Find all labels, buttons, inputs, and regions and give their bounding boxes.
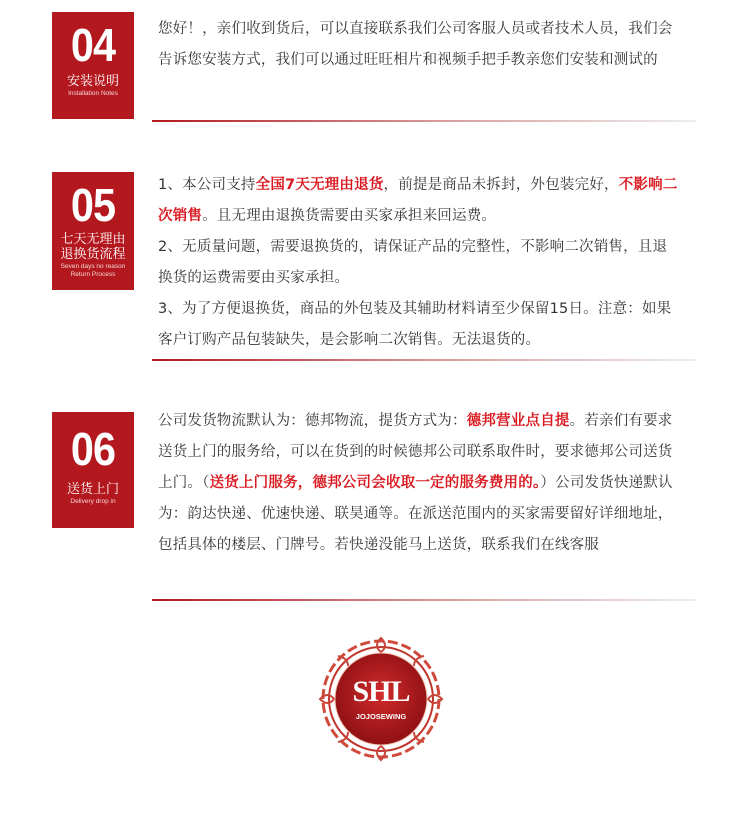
section-subtitle: Installation Notes [68, 90, 118, 97]
section-title: 送货上门 [66, 482, 119, 497]
divider-rule [152, 359, 696, 361]
section-number: 06 [70, 423, 116, 475]
highlight-text: 不影响二次销售 [158, 177, 678, 224]
highlight-text: 德邦营业点自提 [466, 413, 570, 429]
section-badge-05 [52, 172, 134, 290]
section-subtitle: Delivery drop in [70, 498, 116, 505]
returns-item-3: 3、为了方便退换货，商品的外包装及其辅助材料请至少保留15日。注意：如果客户订购产品包装缺失，是会影响二次销售。无法退货的。 [158, 301, 672, 348]
returns-item-1: 1、本公司支持全国7天无理由退货，前提是商品未拆封，外包装完好，不影响二次销售。且无理由退换货需要由买家承担来回运费。 [158, 177, 678, 224]
returns-item-2: 2、无质量问题，需要退换货的，请保证产品的完整性，不影响二次销售，且退换货的运费需要由买家承担。 [158, 239, 668, 286]
brand-logo [318, 636, 444, 762]
highlight-text: 送货上门服务，德邦公司会收取一定的服务费用的。 [209, 475, 541, 491]
section-title-line-1: 七天无理由 [60, 232, 126, 247]
section-badge-06 [52, 412, 134, 528]
section-title: 安装说明 [66, 74, 119, 89]
returns-list [158, 170, 678, 356]
section-title-line-2: 退换货流程 [60, 247, 126, 262]
section-badge-04 [52, 12, 134, 119]
section-subtitle-line-1: Seven days no reason [60, 263, 126, 270]
section-number: 05 [70, 179, 116, 231]
divider-rule [152, 599, 696, 601]
section-number: 04 [70, 19, 116, 71]
divider-rule [152, 120, 696, 122]
highlight-text: 全国7天无理由退货 [255, 177, 384, 193]
installation-paragraph: 您好！，亲们收到货后，可以直接联系我们公司客服人员或者技术人员，我们会告诉您安装方式，我们可以通过旺旺相片和视频手把手教亲您们安装和测试的 [158, 21, 673, 68]
logo-brand-name: JOJOSEWING [355, 712, 407, 721]
delivery-paragraph: 公司发货物流默认为：德邦物流，提货方式为：德邦营业点自提。若亲们有要求送货上门的服务给，可以在货到的时候德邦公司联系取件时，要求德邦公司送货上门。（送货上门服务，德邦公司会收取一定的服务费用的。）公司发货快递默认为：韵达快递、优速快递、联昊通等。在派送范围内的买家需要留好详细地址，包括具体的楼层、门牌号。若快递没能马上送货，联系我们在线客服 [158, 413, 673, 553]
logo-mark: SHL [352, 675, 410, 708]
section-subtitle-line-2: Return Process [70, 271, 116, 278]
